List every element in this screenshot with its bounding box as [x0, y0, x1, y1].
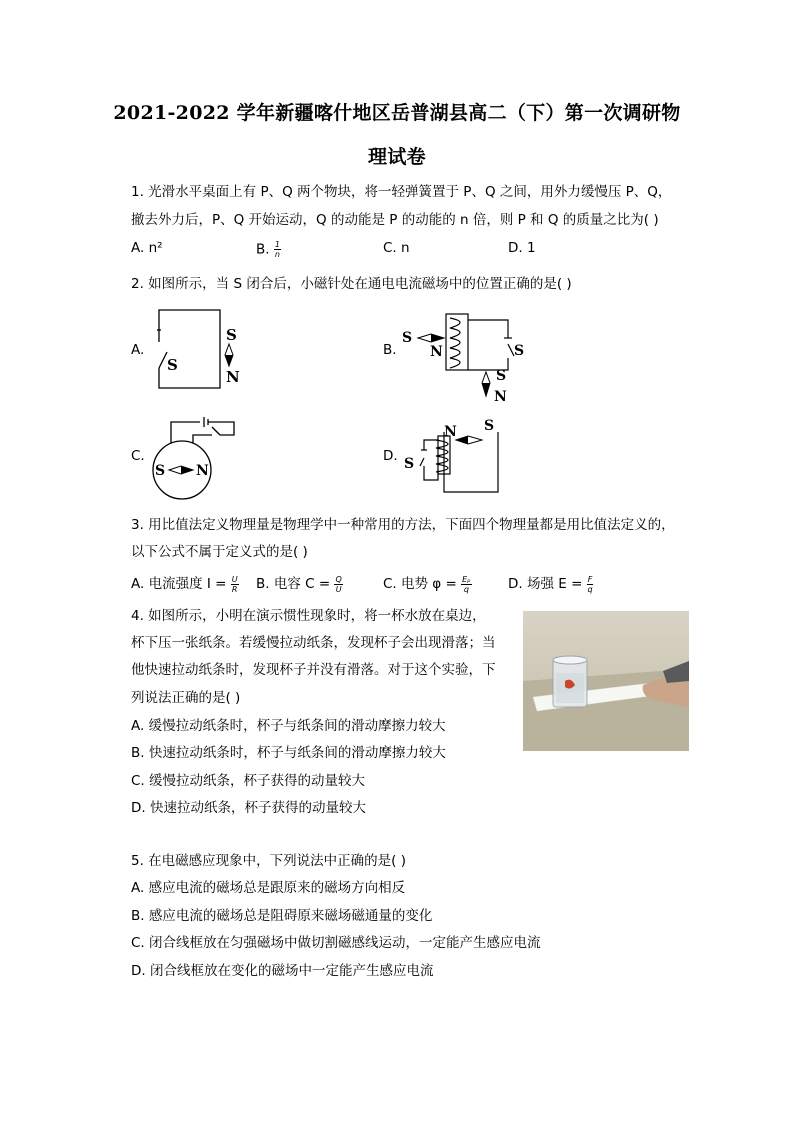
q2a-needle-top: S [226, 326, 237, 344]
q2b-switch-label: S [514, 343, 525, 359]
q3-option-d [508, 572, 593, 594]
q2c-right-label: N [196, 463, 209, 479]
q2-label-d: D. [383, 448, 398, 464]
q3-option-a [131, 572, 239, 594]
q2-figure-a [148, 300, 248, 395]
q3-option-a-den: R [231, 584, 238, 594]
q1-option-c: C. n [383, 240, 410, 256]
q3-option-a-fraction [231, 575, 239, 594]
q1-option-b-den: n [274, 250, 280, 259]
q3-option-c-num: Eₚ [462, 574, 471, 584]
q4-text-line3: 他快速拉动纸条时，发现杯子并没有滑落。对于这个实验，下 [131, 662, 496, 678]
q2-figure-b [398, 300, 538, 410]
q1-option-b-fraction [274, 240, 281, 259]
q3-option-a-prefix: A. 电流强度 I = [131, 576, 227, 592]
q4-option-b: B. 快速拉动纸条时，杯子与纸条间的滑动摩擦力较大 [131, 745, 446, 761]
q3-option-b-den: U [335, 584, 342, 594]
q3-option-a-num: U [231, 574, 238, 584]
q4-text-line1: 4. 如图所示，小明在演示惯性现象时，将一杯水放在桌边， [131, 608, 486, 624]
q1-option-d: D. 1 [508, 240, 536, 256]
q2d-top-n: N [444, 424, 457, 440]
q2d-top-s: S [484, 418, 495, 434]
q1-text-line2: 撤去外力后，P、Q 开始运动，Q 的动能是 P 的动能的 n 倍，则 P 和 Q 的质量之比为( ) [131, 212, 659, 228]
q5-text: 5. 在电磁感应现象中，下列说法中正确的是( ) [131, 853, 406, 869]
q3-text-line1: 3. 用比值法定义物理量是物理学中一种常用的方法，下面四个物理量都是用比值法定义的， [131, 517, 675, 533]
q3-option-b [256, 572, 343, 594]
q2d-switch-label: S [404, 456, 415, 472]
q4-option-d: D. 快速拉动纸条，杯子获得的动量较大 [131, 800, 366, 816]
q2-label-b: B. [383, 342, 397, 358]
q3-option-c [383, 572, 472, 594]
q4-text-line2: 杯下压一张纸条。若缓慢拉动纸条，发现杯子会出现滑落；当 [131, 635, 496, 651]
q1-option-b-num: 1 [274, 240, 280, 249]
q2a-needle-bottom: N [226, 368, 240, 386]
exam-title-line2: 理试卷 [368, 146, 426, 168]
q4-photo [523, 611, 689, 751]
q5-option-a: A. 感应电流的磁场总是跟原来的磁场方向相反 [131, 880, 406, 896]
q4-option-a: A. 缓慢拉动纸条时，杯子与纸条间的滑动摩擦力较大 [131, 718, 446, 734]
q3-option-d-prefix: D. 场强 E = [508, 576, 583, 592]
q2a-switch-label: S [167, 356, 178, 374]
q3-option-d-num: F [587, 574, 593, 584]
q3-text-line2: 以下公式不属于定义式的是( ) [131, 544, 308, 560]
q2-label-c: C. [131, 448, 145, 464]
q5-option-b: B. 感应电流的磁场总是阻碍原来磁场磁通量的变化 [131, 908, 433, 924]
q5-option-c: C. 闭合线框放在匀强磁场中做切割磁感线运动，一定能产生感应电流 [131, 935, 541, 951]
q2b-needle-top: S [496, 368, 507, 384]
q2-label-a: A. [131, 342, 145, 358]
q1-option-b-label: B. [256, 241, 270, 258]
q3-option-c-fraction [461, 575, 471, 594]
q2-figure-d [398, 410, 518, 500]
q2-figure-c [148, 410, 248, 505]
q2b-left-s: S [402, 330, 413, 346]
q2b-needle-bottom: N [494, 389, 507, 405]
q3-option-c-prefix: C. 电势 φ = [383, 576, 457, 592]
exam-title-line1: 2021-2022 学年新疆喀什地区岳普湖县高二（下）第一次调研物 [113, 102, 681, 124]
q3-option-b-fraction [334, 575, 342, 594]
q1-option-b [256, 240, 281, 259]
q2b-left-n: N [430, 344, 443, 360]
q1-option-a: A. n² [131, 240, 163, 256]
q3-option-d-den: q [587, 584, 593, 594]
q5-option-d: D. 闭合线框放在变化的磁场中一定能产生感应电流 [131, 963, 434, 979]
q3-option-b-prefix: B. 电容 C = [256, 576, 331, 592]
q3-option-d-fraction [587, 575, 594, 594]
q2c-left-label: S [155, 463, 166, 479]
q3-option-c-den: q [463, 584, 469, 594]
q3-option-b-num: Q [335, 574, 342, 584]
q1-text-line1: 1. 光滑水平桌面上有 P、Q 两个物块，将一轻弹簧置于 P、Q 之间，用外力缓慢压 P、Q， [131, 184, 672, 200]
q2-text: 2. 如图所示，当 S 闭合后，小磁针处在通电电流磁场中的位置正确的是( ) [131, 276, 572, 292]
q4-text-line4: 列说法正确的是( ) [131, 690, 241, 706]
q4-option-c: C. 缓慢拉动纸条，杯子获得的动量较大 [131, 773, 366, 789]
